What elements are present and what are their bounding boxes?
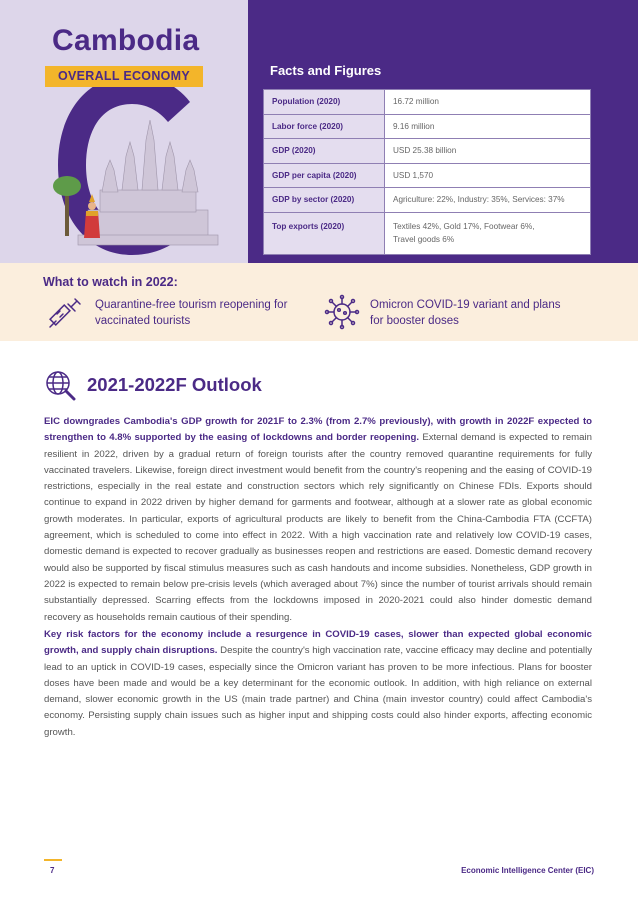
fact-label: Top exports (2020) (264, 212, 385, 254)
paragraph-body: External demand is expected to remain resilient in 2022, driven by a gradual return of foreign tourists after the country removed quarantine requirements for fully vaccinated travelers. Likewise, foreign direct investment would benefit from the country's reopening and the easing of COVID-19 restrictions, especially in the real estate and construction sectors which rely significantly on Chinese FDIs. Exports should continue to expand in 2022 driven by higher demand for garments and footwear, although at a slower rate as global economic growth moderates. In particular, exports of agricultural products are likely to benefit from the China-Cambodia FTA (CCFTA) agreement, which is scheduled to come into effect in 2022. With a high vaccination rate and relatively low COVID-19 cases, domestic demand is expected to recover gradually as businesses reopen and restrictions are eased. Domestic demand recovery would also be supported by fiscal stimulus measures such as cash handouts and income subsidies. Nonetheless, GDP growth in 2022 is expected to remain below pre-crisis levels (which averaged about 7%) since the number of tourist arrivals should remain substantially depressed. Scarring effects from the lockdowns imposed in 2020-2021 could also hinder domestic demand recovery as households remain cautious of their spending. (44, 432, 592, 623)
fact-value: Agriculture: 22%, Industry: 35%, Services: 37% (385, 188, 591, 213)
outlook-paragraph (44, 414, 592, 626)
table-row (264, 90, 591, 115)
watch-item-line: vaccinated tourists (95, 315, 191, 327)
fact-value-line: Textiles 42%, Gold 17%, Footwear 6%, (393, 221, 535, 231)
fact-value (385, 212, 591, 254)
virus-icon (324, 294, 360, 330)
risk-paragraph (44, 627, 592, 741)
fact-value: 16.72 million (385, 90, 591, 115)
watch-item-line: Omicron COVID-19 variant and plans (370, 299, 561, 311)
table-row (264, 212, 591, 254)
fact-value: USD 25.38 billion (385, 139, 591, 164)
watch-item-tourism (95, 297, 287, 329)
fact-label: GDP (2020) (264, 139, 385, 164)
fact-value: USD 1,570 (385, 163, 591, 188)
table-row (264, 139, 591, 164)
section-label: OVERALL ECONOMY (45, 66, 203, 87)
cambodia-temple-illustration (40, 70, 240, 260)
footer-accent-line (44, 859, 62, 861)
outlook-title: 2021-2022F Outlook (87, 374, 262, 395)
table-row (264, 188, 591, 213)
watch-item-line: for booster doses (370, 315, 459, 327)
table-row (264, 163, 591, 188)
paragraph-lead: EIC downgrades Cambodia's GDP growth for 2021F to 2.3% (from 2.7% previously), with growth in 2022F expected to strengthen to 4.8% supported by the easing of lockdowns and border reopening. (44, 416, 592, 444)
paragraph-body: Despite the country's high vaccination rate, vaccine efficacy may decline and potentially lead to an uptick in COVID-19 cases, especially since the Omicron variant has proven to be more infectious. Plans for booster doses have been made and would be a key determinant for the economic outlook. In addition, with high reliance on external demand, slower economic growth in the US (main trade partner) and China (main investor country) could affect Cambodia's economy. Persisting supply chain issues such as higher input and shipping costs could also hinder exports, affecting economic growth. (44, 645, 592, 738)
watch-item-omicron (370, 297, 560, 329)
page-number: 7 (50, 866, 55, 875)
fact-label: GDP per capita (2020) (264, 163, 385, 188)
syringe-icon (46, 295, 82, 331)
footer-organization: Economic Intelligence Center (EIC) (461, 866, 594, 875)
facts-table (263, 89, 591, 255)
paragraph-lead: Key risk factors for the economy include a resurgence in COVID-19 cases, slower than expected global economic growth, and supply chain disruptions. (44, 629, 592, 657)
globe-magnifier-icon (44, 369, 76, 401)
country-title: Cambodia (52, 24, 200, 57)
fact-label: GDP by sector (2020) (264, 188, 385, 213)
facts-title: Facts and Figures (270, 63, 382, 78)
fact-value: 9.16 million (385, 114, 591, 139)
fact-value-line: Travel goods 6% (393, 234, 455, 244)
fact-label: Population (2020) (264, 90, 385, 115)
watch-title: What to watch in 2022: (43, 275, 178, 289)
fact-label: Labor force (2020) (264, 114, 385, 139)
watch-item-line: Quarantine-free tourism reopening for (95, 299, 288, 311)
table-row (264, 114, 591, 139)
